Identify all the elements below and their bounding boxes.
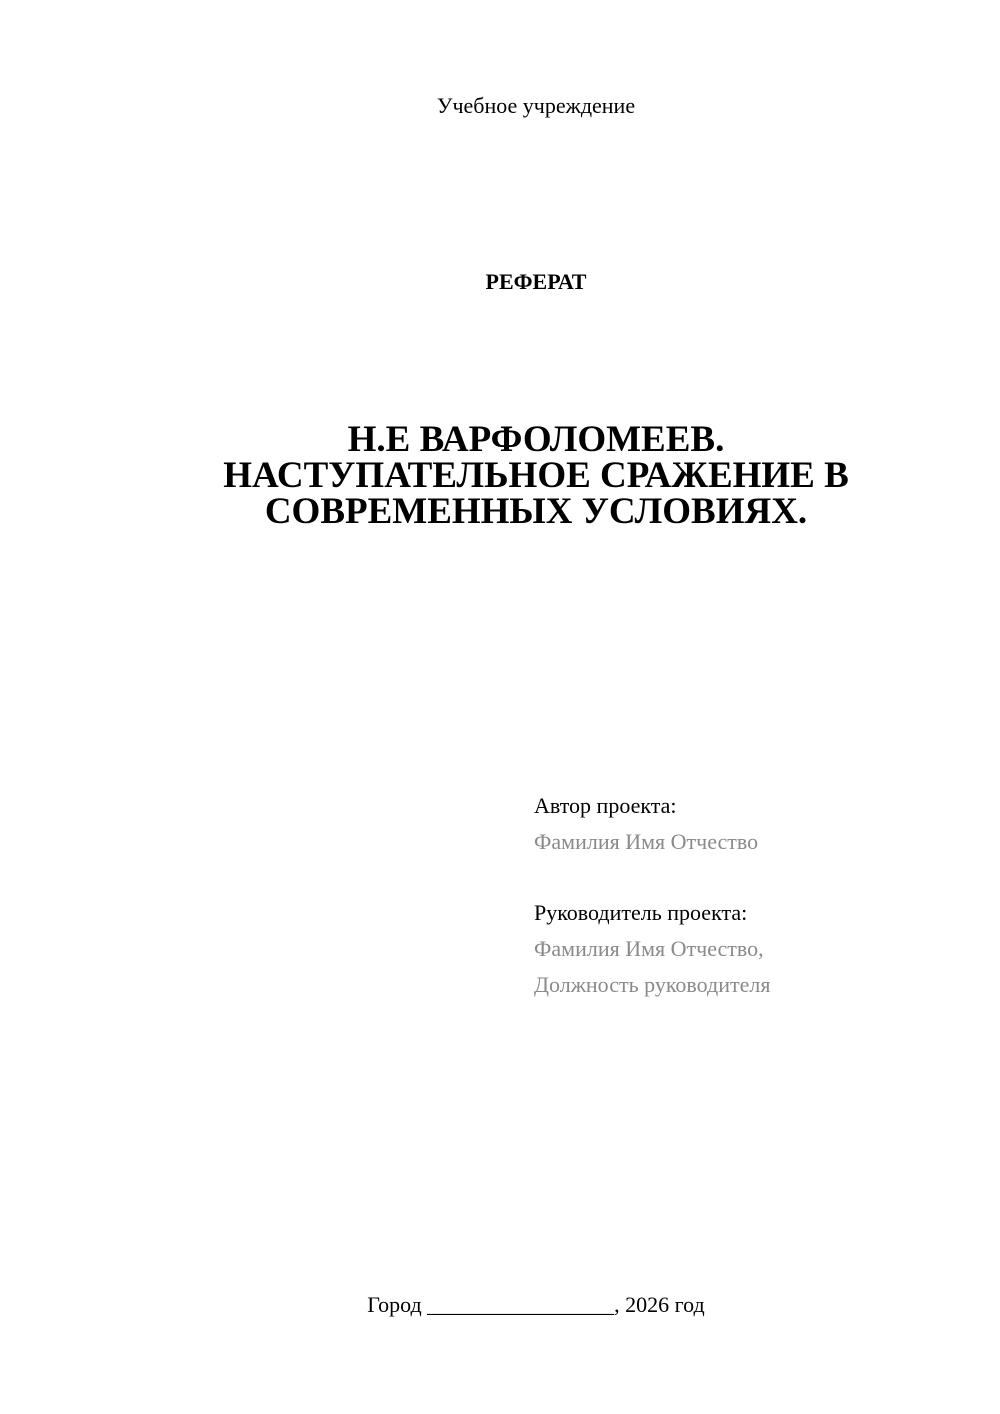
city-year-line: Город _________________, 2026 год [367, 1292, 705, 1317]
credits-spacer [534, 860, 974, 895]
supervisor-position: Должность руководителя [534, 972, 771, 997]
institution-name: Учебное учреждение [436, 93, 636, 118]
title-line: Н.Е ВАРФОЛОМЕЕВ. [347, 419, 725, 460]
supervisor-label: Руководитель проекта: [534, 900, 748, 925]
author-name: Фамилия Имя Отчество [534, 829, 759, 854]
document-title [180, 419, 892, 532]
title-line: СОВРЕМЕННЫХ УСЛОВИЯХ. [264, 491, 808, 532]
credits-block [534, 788, 974, 1003]
title-line: НАСТУПАТЕЛЬНОЕ СРАЖЕНИЕ В [223, 455, 849, 496]
document-type: РЕФЕРАТ [485, 269, 587, 294]
supervisor-name: Фамилия Имя Отчество, [534, 936, 764, 961]
author-label: Автор проекта: [534, 793, 677, 818]
